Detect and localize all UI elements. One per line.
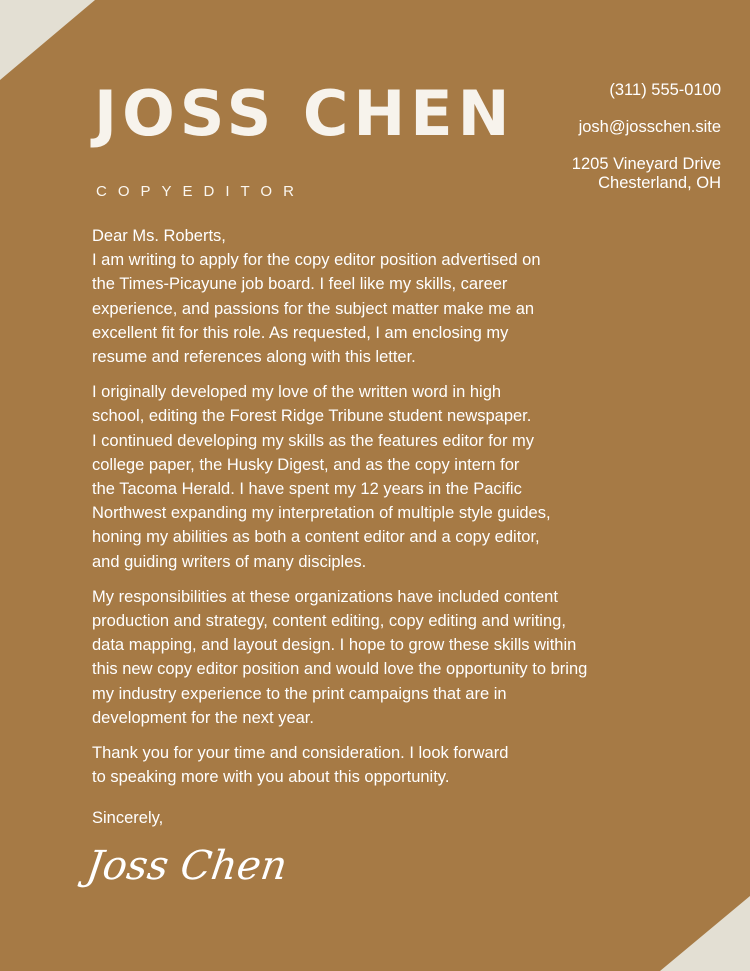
letter-paragraph-4	[92, 741, 652, 789]
letter-paragraph-2	[92, 380, 652, 574]
letter-body	[92, 224, 652, 800]
paragraph-line: experience, and passions for the subject matter make me an	[92, 299, 535, 318]
paragraph-line: the Tacoma Herald. I have spent my 12 years in the Pacific	[92, 480, 522, 499]
paragraph-line: excellent fit for this role. As requested, I am enclosing my	[92, 323, 509, 342]
closing: Sincerely,	[92, 809, 164, 827]
paragraph-line: my industry experience to the print campaigns that are in	[92, 684, 507, 703]
salutation: Dear Ms. Roberts,	[92, 227, 226, 245]
paragraph-line: Northwest expanding my interpretation of multiple style guides,	[92, 504, 551, 523]
address-line-1: 1205 Vineyard Drive	[571, 155, 721, 173]
corner-decoration-bottom-right	[660, 896, 750, 971]
contact-phone: (311) 555-0100	[609, 81, 721, 99]
letter-paragraph-3	[92, 585, 652, 730]
paragraph-line: I originally developed my love of the written word in high	[92, 383, 502, 402]
paragraph-line: data mapping, and layout design. I hope to grow these skills within	[92, 636, 577, 655]
paragraph-line: production and strategy, content editing, copy editing and writing,	[92, 612, 566, 631]
paragraph-line: college paper, the Husky Digest, and as the copy intern for	[92, 455, 520, 474]
letter-paragraph-1	[92, 224, 652, 369]
corner-decoration-top-left	[0, 0, 95, 80]
paragraph-line: I continued developing my skills as the features editor for my	[92, 431, 535, 450]
paragraph-line: this new copy editor position and would love the opportunity to bring	[92, 660, 588, 679]
signature: Joss Chen	[83, 843, 290, 889]
paragraph-line: school, editing the Forest Ridge Tribune student newspaper.	[92, 407, 532, 426]
address-line-2: Chesterland, OH	[598, 174, 721, 192]
contact-email: josh@josschen.site	[578, 118, 721, 136]
paragraph-line: honing my abilities as both a content editor and a copy editor,	[92, 528, 540, 547]
paragraph-line: I am writing to apply for the copy editor position advertised on	[92, 251, 541, 270]
contact-block	[572, 81, 721, 193]
paragraph-line: and guiding writers of many disciples.	[92, 552, 367, 571]
paragraph-line: Thank you for your time and consideration. I look forward	[92, 744, 509, 763]
paragraph-line: the Times-Picayune job board. I feel like my skills, career	[92, 275, 508, 294]
paragraph-line: My responsibilities at these organizations have included content	[92, 587, 558, 606]
paragraph-line: to speaking more with you about this opportunity.	[92, 768, 450, 787]
applicant-name: JOSS CHEN	[94, 77, 515, 150]
contact-address	[572, 155, 721, 193]
paragraph-line: development for the next year.	[92, 708, 314, 727]
applicant-role: COPYEDITOR	[96, 183, 305, 200]
paragraph-line: resume and references along with this letter.	[92, 348, 416, 367]
